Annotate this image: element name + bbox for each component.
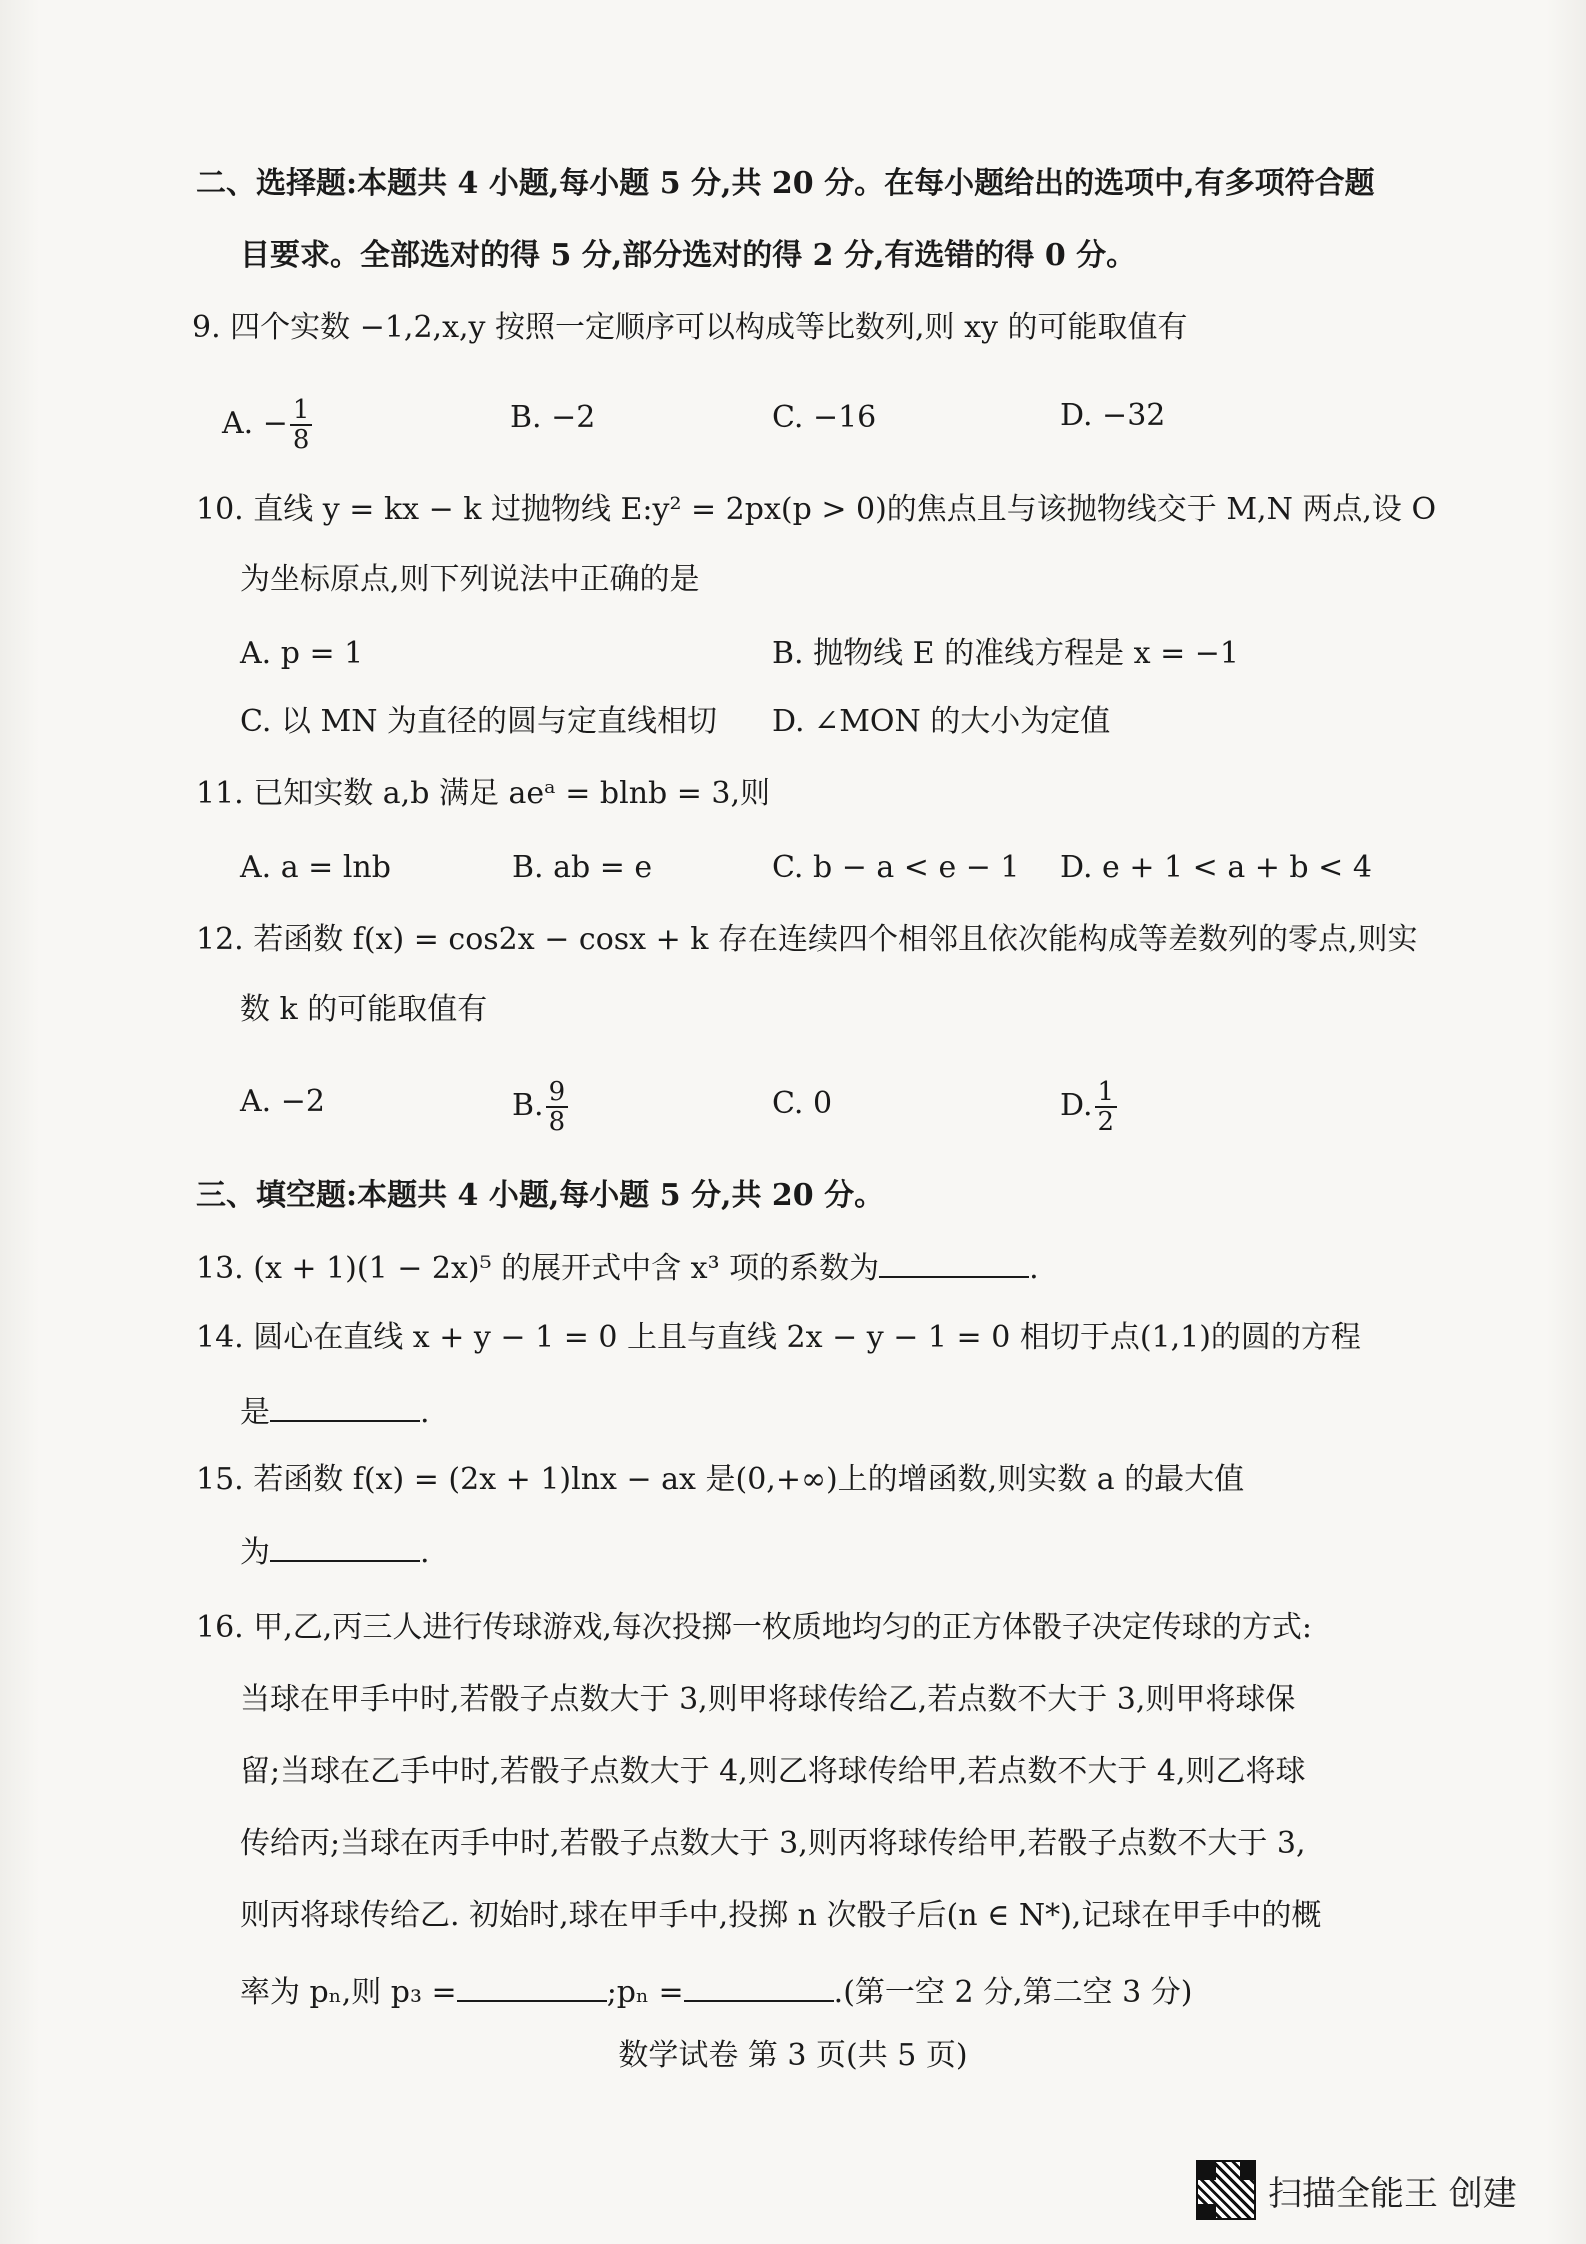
q16-line4: 传给丙;当球在丙手中时,若骰子点数大于 3,则丙将球传给甲,若骰子点数不大于 3, xyxy=(240,1826,1306,1861)
q13-period: . xyxy=(1029,1251,1039,1286)
q14-period: . xyxy=(420,1395,430,1430)
q9-stem: 9. 四个实数 −1,2,x,y 按照一定顺序可以构成等比数列,则 xy 的可能取值有 xyxy=(192,310,1188,345)
q16-line2: 当球在甲手中时,若骰子点数大于 3,则甲将球传给乙,若点数不大于 3,则甲将球保 xyxy=(240,1682,1296,1717)
q12-option-d-numerator: 1 xyxy=(1095,1078,1118,1108)
q9-option-b: B. −2 xyxy=(510,400,596,435)
q13-answer-blank[interactable] xyxy=(879,1246,1029,1278)
section2-heading-line1: 二、选择题:本题共 4 小题,每小题 5 分,共 20 分。在每小题给出的选项中,有多项符合题 xyxy=(196,166,1375,201)
q9-option-a-denominator: 8 xyxy=(292,425,310,455)
q10-option-c: C. 以 MN 为直径的圆与定直线相切 xyxy=(240,704,717,739)
q12-option-b-denominator: 8 xyxy=(548,1107,566,1137)
q9-option-a-fraction xyxy=(290,396,313,454)
q14-line1: 14. 圆心在直线 x + y − 1 = 0 上且与直线 2x − y − 1 = 0 相切于点(1,1)的圆的方程 xyxy=(196,1320,1361,1355)
q11-option-c: C. b − a < e − 1 xyxy=(772,850,1020,885)
q10-option-a: A. p = 1 xyxy=(240,636,364,671)
q12-option-d-fraction xyxy=(1095,1078,1118,1136)
q12-option-b-label: B. xyxy=(512,1088,544,1123)
q15-answer-blank[interactable] xyxy=(270,1530,420,1562)
q12-option-d xyxy=(1060,1078,1119,1136)
q12-option-b-numerator: 9 xyxy=(546,1078,569,1108)
q11-stem: 11. 已知实数 a,b 满足 aeᵃ = blnb = 3,则 xyxy=(196,776,771,811)
qr-code-icon xyxy=(1196,2160,1256,2220)
q15-line1: 15. 若函数 f(x) = (2x + 1)lnx − ax 是(0,+∞)上的增函数,则实数 a 的最大值 xyxy=(196,1462,1245,1497)
q9-option-c: C. −16 xyxy=(772,400,877,435)
q9-option-a-numerator: 1 xyxy=(290,396,313,426)
q12-option-a: A. −2 xyxy=(240,1084,325,1119)
q9-option-a xyxy=(222,396,314,454)
q12-option-b xyxy=(512,1078,570,1136)
q10-option-d: D. ∠MON 的大小为定值 xyxy=(772,704,1111,739)
q16-line5: 则丙将球传给乙. 初始时,球在甲手中,投掷 n 次骰子后(n ∈ N*),记球在甲手中的概 xyxy=(240,1898,1322,1933)
q12-stem-line2: 数 k 的可能取值有 xyxy=(240,992,488,1027)
q16-line6-note: .(第一空 2 分,第二空 3 分) xyxy=(833,1975,1193,2010)
q14-line2 xyxy=(240,1390,430,1433)
q16-line6 xyxy=(240,1970,1192,2013)
q16-line6-text: 率为 pₙ,则 p₃ = xyxy=(240,1975,457,2010)
q15-period: . xyxy=(420,1535,430,1570)
section3-heading: 三、填空题:本题共 4 小题,每小题 5 分,共 20 分。 xyxy=(196,1178,885,1213)
q16-line3: 留;当球在乙手中时,若骰子点数大于 4,则乙将球传给甲,若点数不大于 4,则乙将球 xyxy=(240,1754,1306,1789)
q16-answer-blank-1[interactable] xyxy=(457,1970,607,2002)
q11-option-d: D. e + 1 < a + b < 4 xyxy=(1060,850,1372,885)
q12-option-c: C. 0 xyxy=(772,1086,833,1121)
q15-line2 xyxy=(240,1530,430,1573)
q10-option-b: B. 抛物线 E 的准线方程是 x = −1 xyxy=(772,636,1239,671)
q10-stem-line1: 10. 直线 y = kx − k 过抛物线 E:y² = 2px(p > 0)的焦点且与该抛物线交于 M,N 两点,设 O xyxy=(196,492,1437,527)
scanner-watermark xyxy=(1196,2160,1517,2220)
page-footer: 数学试卷 第 3 页(共 5 页) xyxy=(618,2038,968,2073)
q14-answer-blank[interactable] xyxy=(270,1390,420,1422)
q11-option-a: A. a = lnb xyxy=(240,850,391,885)
watermark-text: 扫描全能王 创建 xyxy=(1268,2173,1517,2214)
q14-line2-text: 是 xyxy=(240,1395,270,1430)
q11-option-b: B. ab = e xyxy=(512,850,653,885)
q16-answer-blank-2[interactable] xyxy=(684,1970,834,2002)
q13-text: 13. (x + 1)(1 − 2x)⁵ 的展开式中含 x³ 项的系数为 xyxy=(196,1251,880,1286)
q12-option-b-fraction xyxy=(546,1078,569,1136)
q9-option-d: D. −32 xyxy=(1060,398,1166,433)
q16-line1: 16. 甲,乙,丙三人进行传球游戏,每次投掷一枚质地均匀的正方体骰子决定传球的方式: xyxy=(196,1610,1312,1645)
q12-option-d-denominator: 2 xyxy=(1097,1107,1115,1137)
q13-line xyxy=(196,1246,1039,1289)
q9-option-a-label: A. − xyxy=(222,406,288,441)
q16-line6-mid: ;pₙ = xyxy=(606,1975,684,2010)
section2-heading-line2: 目要求。全部选对的得 5 分,部分选对的得 2 分,有选错的得 0 分。 xyxy=(240,238,1137,273)
q15-line2-text: 为 xyxy=(240,1535,270,1570)
q12-option-d-label: D. xyxy=(1060,1088,1093,1123)
q10-stem-line2: 为坐标原点,则下列说法中正确的是 xyxy=(240,562,700,597)
q12-stem-line1: 12. 若函数 f(x) = cos2x − cosx + k 存在连续四个相邻且依次能构成等差数列的零点,则实 xyxy=(196,922,1418,957)
